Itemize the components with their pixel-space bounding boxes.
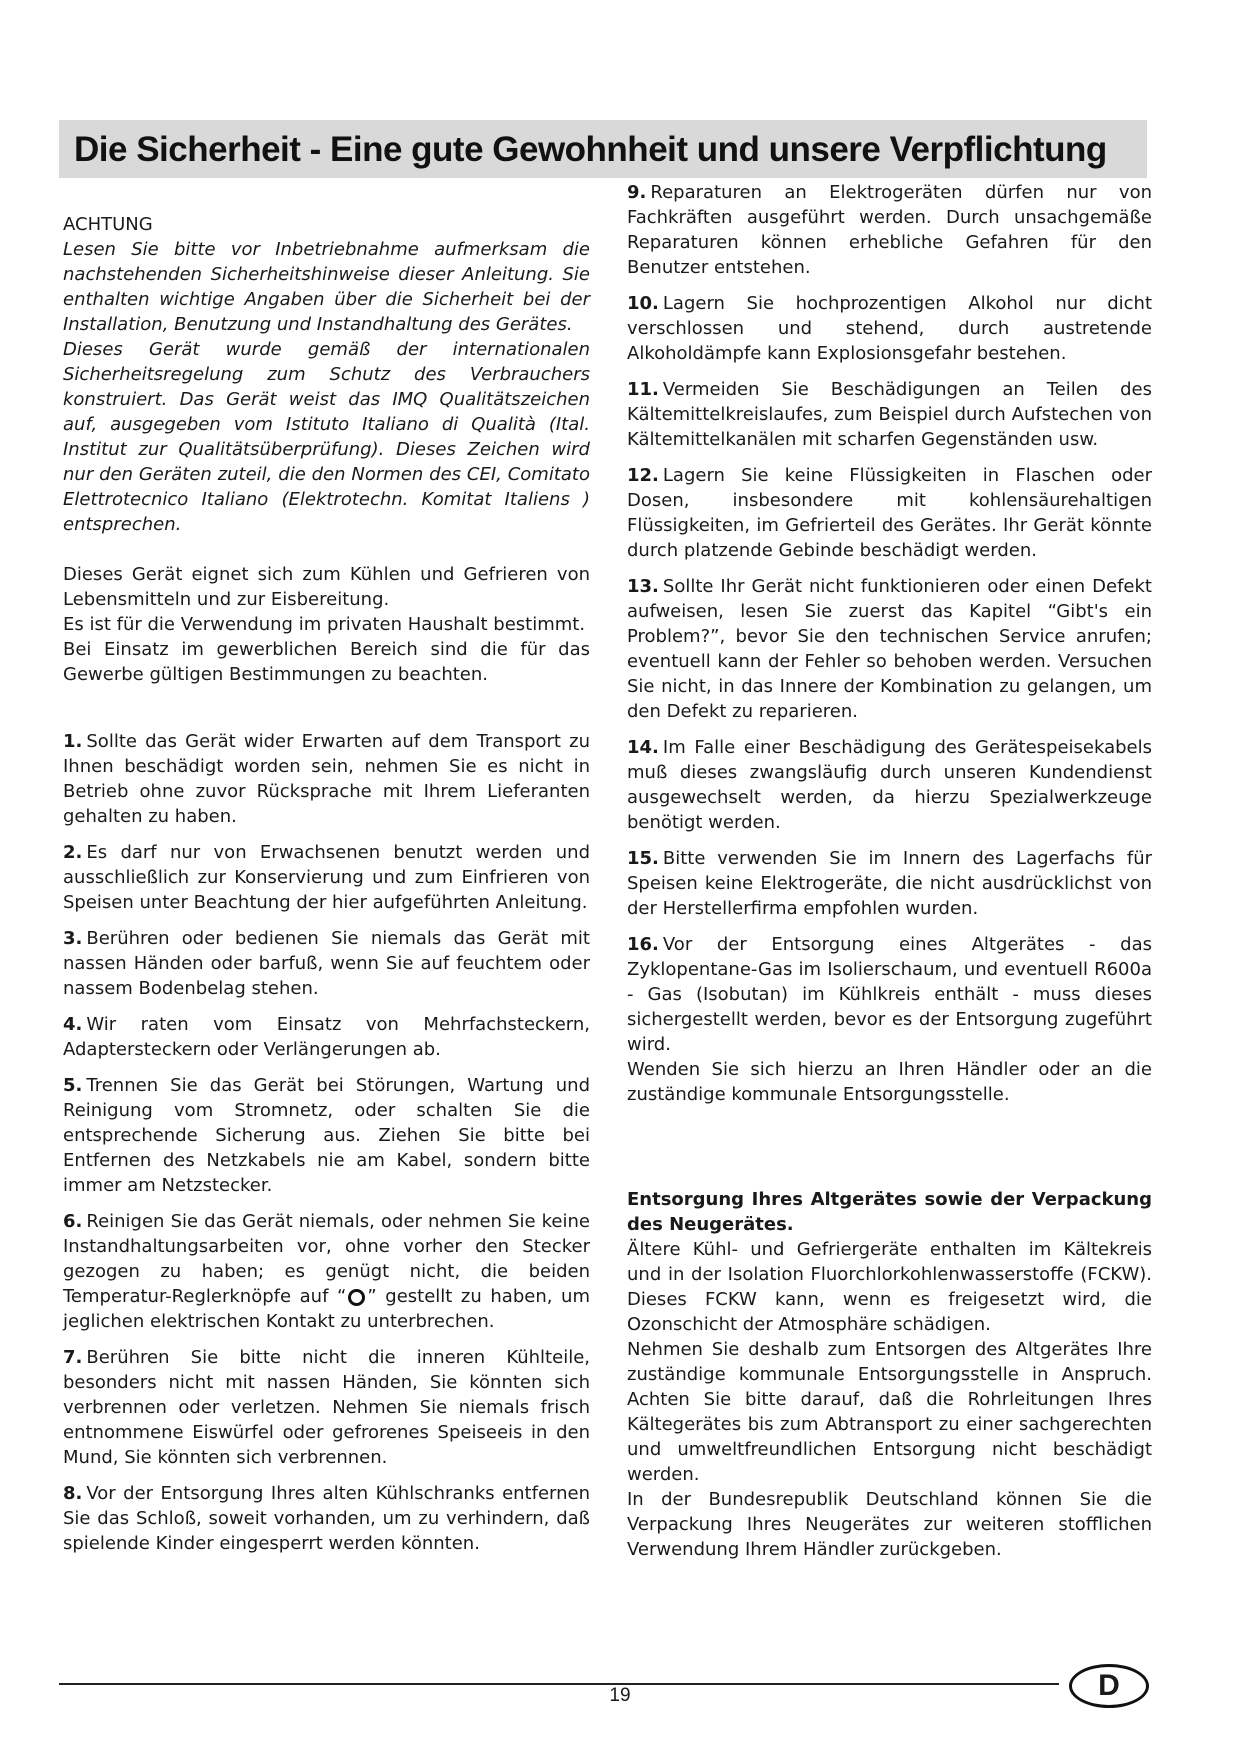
item-number: 14.: [627, 737, 659, 758]
intro-label: ACHTUNG: [63, 214, 153, 235]
item-number: 8.: [63, 1483, 83, 1504]
safety-item-5: [63, 1073, 590, 1198]
item-number: 11.: [627, 379, 659, 400]
item-number: 13.: [627, 576, 659, 597]
safety-item-16-followup: Wenden Sie sich hierzu an Ihren Händler oder an die zuständige kommunale Entsorgungsstelle.: [627, 1059, 1152, 1105]
item-number: 15.: [627, 848, 659, 869]
item-text: Bitte verwenden Sie im Innern des Lagerfachs für Speisen keine Elektrogeräte, die nicht ausdrücklichst von der Herstellerfirma empfohlen wurden.: [627, 848, 1152, 919]
item-text: Wir raten vom Einsatz von Mehrfachsteckern, Adaptersteckern oder Verlängerungen ab.: [63, 1014, 590, 1060]
item-text: Vor der Entsorgung Ihres alten Kühlschranks entfernen Sie das Schloß, soweit vorhanden, um zu verhindern, daß spielende Kinder eingesperrt werden könnten.: [63, 1483, 590, 1554]
safety-item-1: [63, 729, 590, 829]
item-number: 1.: [63, 731, 83, 752]
item-number: 5.: [63, 1075, 83, 1096]
safety-item-9: [627, 180, 1152, 280]
intro-use-2: Es ist für die Verwendung im privaten Haushalt bestimmt.: [63, 614, 586, 635]
safety-item-15: [627, 846, 1152, 921]
safety-item-10: [627, 291, 1152, 366]
language-badge: D: [1069, 1664, 1149, 1708]
item-text: Lagern Sie keine Flüssigkeiten in Flaschen oder Dosen, insbesondere mit kohlensäurehaltigen Flüssigkeiten, im Gefrierteil des Gerätes. Ihr Gerät könnte durch platzende Gebinde beschädigt werden.: [627, 465, 1152, 561]
title-bar: [59, 120, 1147, 178]
item-text: Vor der Entsorgung eines Altgerätes - das Zyklopentane-Gas im Isolierschaum, und eventuell R600a - Gas (Isobutan) im Kühlkreis enthält - muss dieses sichergestellt werden, bevor es der Entsorgung zugeführt wird.: [627, 934, 1152, 1055]
item-text: Sollte Ihr Gerät nicht funktionieren oder einen Defekt aufweisen, lesen Sie zuerst das Kapitel “Gibt's ein Problem?”, bevor Sie den technischen Service anrufen; eventuell kann der Fehler so behoben werden. Versuchen Sie nicht, in das Innere der Kombination zu gelangen, um den Defekt zu reparieren.: [627, 576, 1152, 722]
item-text-b: ” gestellt zu haben, um jeglichen elektrischen Kontakt zu unterbrechen.: [63, 1286, 590, 1332]
item-text: Im Falle einer Beschädigung des Gerätespeisekabels muß dieses zwangsläufig durch unseren Kundendienst ausgewechselt werden, da hierzu Spezialwerkzeuge benötigt werden.: [627, 737, 1152, 833]
disposal-paragraph-3: In der Bundesrepublik Deutschland können Sie die Verpackung Ihres Neugerätes zur weiteren stofflichen Verwendung Ihrem Händler zurückgeben.: [627, 1489, 1152, 1560]
disposal-heading: Entsorgung Ihres Altgerätes sowie der Verpackung des Neugerätes.: [627, 1189, 1152, 1235]
intro-use-1: Dieses Gerät eignet sich zum Kühlen und Gefrieren von Lebensmitteln und zur Eisbereitung.: [63, 564, 590, 610]
off-position-icon: [348, 1289, 365, 1306]
safety-item-13: [627, 574, 1152, 724]
item-text-a: Reinigen Sie das Gerät niemals, oder nehmen Sie keine Instandhaltungsarbeiten vor, ohne vorher den Stecker gezogen zu haben; es genügt nicht, die beiden Temperatur-Reglerknöpfe auf “: [63, 1211, 590, 1307]
page-title: Die Sicherheit - Eine gute Gewohnheit und unsere Verpflichtung: [74, 130, 1107, 169]
safety-item-3: [63, 926, 590, 1001]
disposal-paragraph-1: Ältere Kühl- und Gefriergeräte enthalten im Kältekreis und in der Isolation Fluorchlorkohlenwasserstoffe (FCKW). Dieses FCKW kann, wenn es freigesetzt wird, die Ozonschicht der Atmosphäre schädigen.: [627, 1239, 1152, 1335]
item-text: Sollte das Gerät wider Erwarten auf dem Transport zu Ihnen beschädigt worden sein, nehmen Sie es nicht in Betrieb ohne zuvor Rücksprache mit Ihrem Lieferanten gehalten zu haben.: [63, 731, 590, 827]
item-number: 3.: [63, 928, 83, 949]
safety-item-4: [63, 1012, 590, 1062]
item-text: Vermeiden Sie Beschädigungen an Teilen des Kältemittelkreislaufes, zum Beispiel durch Aufstechen von Kältemittelkanälen mit scharfen Gegenständen usw.: [627, 379, 1152, 450]
item-number: 7.: [63, 1347, 83, 1368]
disposal-paragraph-2: Nehmen Sie deshalb zum Entsorgen des Altgerätes Ihre zuständige kommunale Entsorgungsstelle in Anspruch. Achten Sie bitte darauf, daß die Rohrleitungen Ihres Kältegerätes bis zum Abtransport zu einer sachgerechten und umweltfreundlichen Entsorgung nicht beschädigt werden.: [627, 1339, 1152, 1485]
item-text: Trennen Sie das Gerät bei Störungen, Wartung und Reinigung vom Stromnetz, oder schalten Sie die entsprechende Sicherung aus. Ziehen Sie bitte bei Entfernen des Netzkabels nie am Kabel, sondern bitte immer am Netzstecker.: [63, 1075, 590, 1196]
item-number: 12.: [627, 465, 659, 486]
left-column: [63, 212, 590, 1556]
item-text: Reparaturen an Elektrogeräten dürfen nur von Fachkräften ausgeführt werden. Durch unsachgemäße Reparaturen können erhebliche Gefahren für den Benutzer entstehen.: [627, 182, 1152, 278]
item-number: 6.: [63, 1211, 83, 1232]
safety-item-2: [63, 840, 590, 915]
item-number: 10.: [627, 293, 659, 314]
safety-item-12: [627, 463, 1152, 563]
safety-item-8: [63, 1481, 590, 1556]
safety-item-6: [63, 1209, 590, 1334]
item-number: 4.: [63, 1014, 83, 1035]
item-number: 16.: [627, 934, 659, 955]
intro-use-3: Bei Einsatz im gewerblichen Bereich sind die für das Gewerbe gültigen Bestimmungen zu beachten.: [63, 639, 590, 685]
right-column: [627, 180, 1152, 1562]
item-number: 9.: [627, 182, 647, 203]
page-number: 19: [609, 1685, 631, 1706]
safety-item-11: [627, 377, 1152, 452]
item-number: 2.: [63, 842, 83, 863]
footer-divider: [59, 1683, 1059, 1685]
item-text: Es darf nur von Erwachsenen benutzt werden und ausschließlich zur Konservierung und zum Einfrieren von Speisen unter Beachtung der hier aufgeführten Anleitung.: [63, 842, 590, 913]
intro-italic-1: Lesen Sie bitte vor Inbetriebnahme aufmerksam die nachstehenden Sicherheitshinweise dieser Anleitung. Sie enthalten wichtige Angaben über die Sicherheit bei der Installation, Benutzung und Instandhaltung des Gerätes.: [63, 239, 590, 335]
item-text: Berühren oder bedienen Sie niemals das Gerät mit nassen Händen oder barfuß, wenn Sie auf feuchtem oder nassem Bodenbelag stehen.: [63, 928, 590, 999]
safety-item-14: [627, 735, 1152, 835]
safety-item-16: [627, 932, 1152, 1057]
safety-item-7: [63, 1345, 590, 1470]
item-text: Lagern Sie hochprozentigen Alkohol nur dicht verschlossen und stehend, durch austretende Alkoholdämpfe kann Explosionsgefahr bestehen.: [627, 293, 1152, 364]
item-text: Berühren Sie bitte nicht die inneren Kühlteile, besonders nicht mit nassen Händen, Sie könnten sich verbrennen oder verletzen. Nehmen Sie niemals frisch entnommene Eiswürfel oder gefrorenes Speiseeis in den Mund, Sie könnten sich verbrennen.: [63, 1347, 590, 1468]
intro-italic-2: Dieses Gerät wurde gemäß der internationalen Sicherheitsregelung zum Schutz des Verbrauchers konstruiert. Das Gerät weist das IMQ Qualitätszeichen auf, ausgegeben vom Istituto Italiano di Qualità (Ital. Institut zur Qualitätsüberprüfung). Dieses Zeichen wird nur den Geräten zuteil, die den Normen des CEI, Comitato Elettrotecnico Italiano (Elektrotechn. Komitat Italiens ) entsprechen.: [63, 339, 590, 535]
